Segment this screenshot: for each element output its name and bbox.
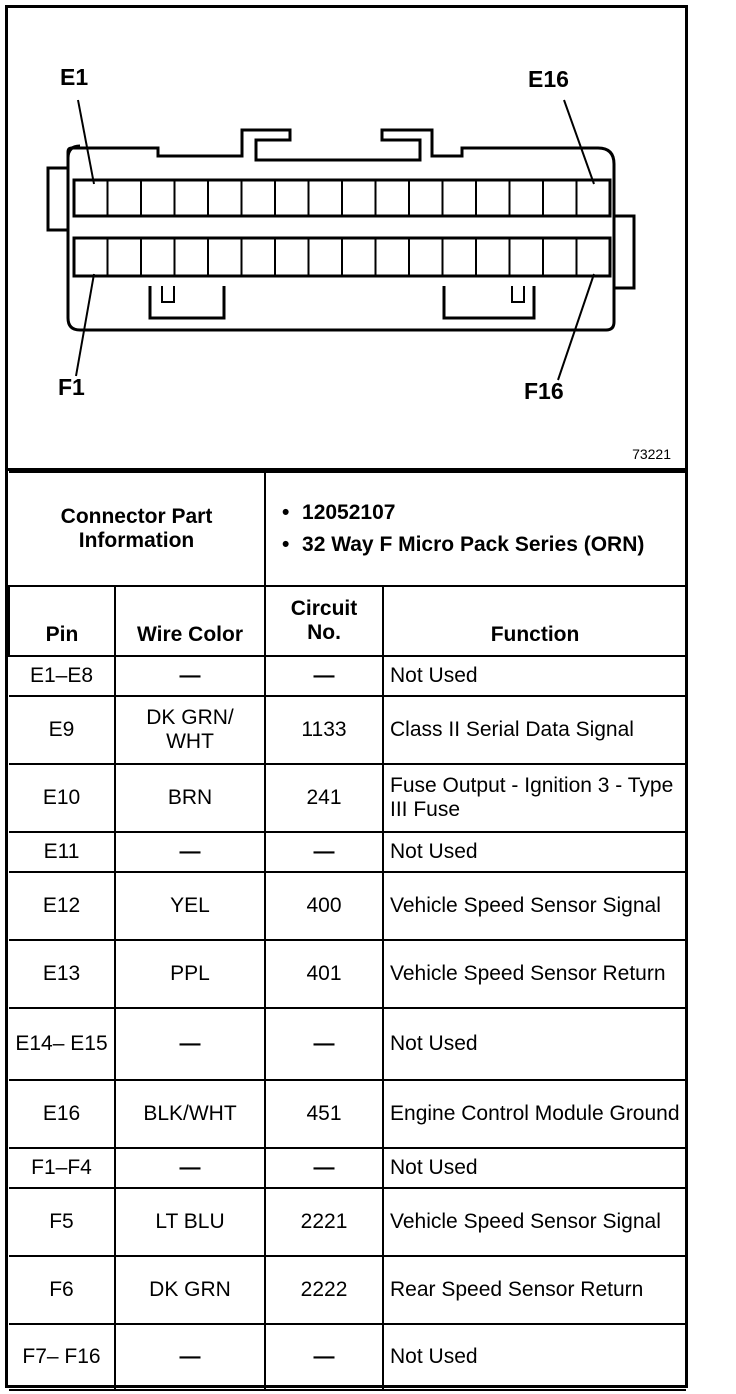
label-e1: E1: [60, 64, 89, 90]
pin-cell: E10: [9, 764, 115, 832]
e16-leader-line: [564, 100, 594, 184]
pin-cell: F6: [9, 1256, 115, 1324]
e1-leader-line: [78, 100, 94, 184]
circuit-cell: 401: [265, 940, 383, 1008]
function-cell: Not Used: [383, 832, 686, 872]
pin-cell: E16: [9, 1080, 115, 1148]
table-row: [9, 696, 686, 764]
table-row: [9, 940, 686, 1008]
circuit-cell: 2221: [265, 1188, 383, 1256]
wire-color-cell: PPL: [115, 940, 265, 1008]
connector-diagram: [8, 8, 685, 471]
table-row: [9, 1080, 686, 1148]
function-cell: Class II Serial Data Signal: [383, 696, 686, 764]
wire-color-cell: —: [115, 1324, 265, 1390]
f16-leader-line: [558, 274, 594, 380]
table-row: [9, 1324, 686, 1390]
function-cell: Not Used: [383, 1324, 686, 1390]
connector-info-header: Connector Part Information: [9, 472, 265, 586]
function-cell: Rear Speed Sensor Return: [383, 1256, 686, 1324]
connector-sheet: [5, 5, 688, 1388]
pin-cell: F7– F16: [9, 1324, 115, 1390]
wire-color-cell: YEL: [115, 872, 265, 940]
pin-cell: E14– E15: [9, 1008, 115, 1080]
table-row: [9, 656, 686, 696]
column-header-row: [9, 586, 686, 656]
right-latch-tab: [614, 216, 634, 288]
connector-face-drawing: [8, 8, 685, 468]
wire-color-cell: LT BLU: [115, 1188, 265, 1256]
table-row: [9, 832, 686, 872]
circuit-cell: —: [265, 832, 383, 872]
circuit-cell: 400: [265, 872, 383, 940]
label-f16: F16: [524, 378, 564, 404]
function-cell: Fuse Output - Ignition 3 - Type III Fuse: [383, 764, 686, 832]
label-e16: E16: [528, 66, 569, 92]
function-cell: Vehicle Speed Sensor Signal: [383, 1188, 686, 1256]
function-cell: Vehicle Speed Sensor Signal: [383, 872, 686, 940]
table-row: [9, 1008, 686, 1080]
connector-table: [8, 471, 686, 1391]
function-cell: Vehicle Speed Sensor Return: [383, 940, 686, 1008]
f1-leader-line: [76, 274, 94, 376]
part-number: • 12052107: [302, 500, 680, 526]
wire-color-cell: DK GRN: [115, 1256, 265, 1324]
table-row: [9, 1188, 686, 1256]
wire-color-cell: —: [115, 1008, 265, 1080]
wire-color-cell: —: [115, 656, 265, 696]
pin-cell: F5: [9, 1188, 115, 1256]
table-row: [9, 872, 686, 940]
col-header-function: Function: [383, 586, 686, 656]
circuit-cell: —: [265, 656, 383, 696]
circuit-cell: —: [265, 1008, 383, 1080]
table-row: [9, 764, 686, 832]
connector-info-row: [9, 472, 686, 586]
function-cell: Not Used: [383, 1148, 686, 1188]
col-header-circuit: Circuit No.: [265, 586, 383, 656]
label-f1: F1: [58, 374, 85, 400]
figure-number: 73221: [632, 446, 671, 462]
col-header-pin: Pin: [9, 586, 115, 656]
connector-series: • 32 Way F Micro Pack Series (ORN): [302, 532, 680, 558]
col-header-wire-color: Wire Color: [115, 586, 265, 656]
circuit-cell: 2222: [265, 1256, 383, 1324]
function-cell: Engine Control Module Ground: [383, 1080, 686, 1148]
pin-cell: F1–F4: [9, 1148, 115, 1188]
wire-color-cell: —: [115, 1148, 265, 1188]
wire-color-cell: —: [115, 832, 265, 872]
circuit-cell: 1133: [265, 696, 383, 764]
circuit-cell: 451: [265, 1080, 383, 1148]
pin-cell: E1–E8: [9, 656, 115, 696]
pin-cell: E11: [9, 832, 115, 872]
function-cell: Not Used: [383, 656, 686, 696]
circuit-cell: —: [265, 1148, 383, 1188]
pin-cell: E9: [9, 696, 115, 764]
pin-cell: E12: [9, 872, 115, 940]
circuit-cell: —: [265, 1324, 383, 1390]
table-row: [9, 1256, 686, 1324]
wire-color-cell: BLK/WHT: [115, 1080, 265, 1148]
function-cell: Not Used: [383, 1008, 686, 1080]
table-row: [9, 1148, 686, 1188]
left-latch-tab: [48, 168, 68, 230]
pin-cell: E13: [9, 940, 115, 1008]
wire-color-cell: BRN: [115, 764, 265, 832]
circuit-cell: 241: [265, 764, 383, 832]
wire-color-cell: DK GRN/ WHT: [115, 696, 265, 764]
connector-info-details: [265, 472, 686, 586]
